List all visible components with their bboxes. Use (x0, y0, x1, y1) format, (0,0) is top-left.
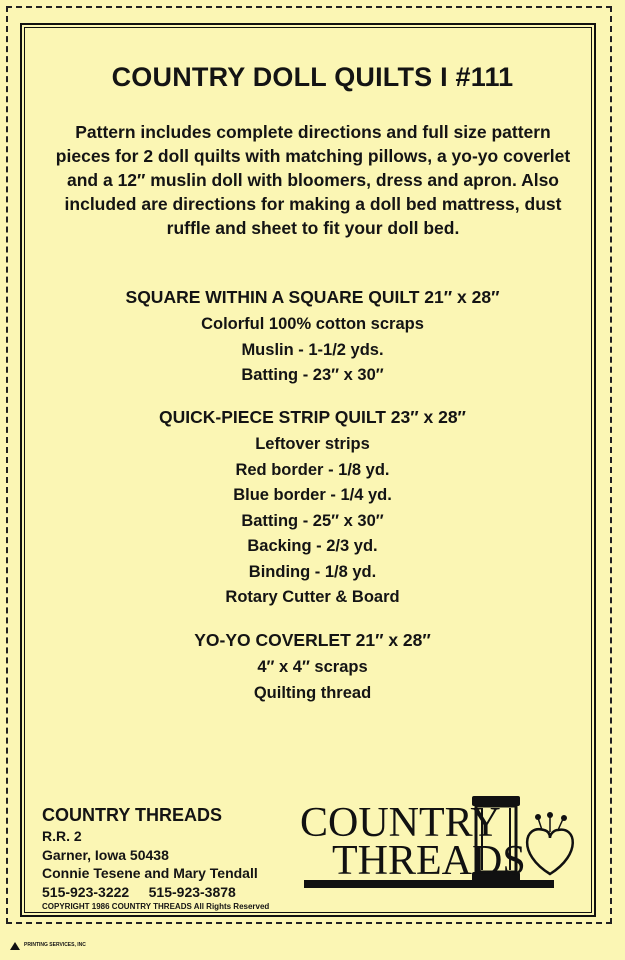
company-name: COUNTRY THREADS (42, 805, 223, 825)
supply-item: Quilting thread (253, 683, 372, 702)
page-title: COUNTRY DOLL QUILTS I #111 (111, 62, 514, 92)
supply-item: Colorful 100% cotton scraps (201, 315, 424, 333)
logo-text-line-2: THREADS (332, 838, 526, 884)
copyright-notice: COPYRIGHT 1986 COUNTRY THREADS All Rights Reserved (42, 902, 270, 911)
section-heading: SQUARE WITHIN A SQUARE QUILT 21″ x 28″ (125, 287, 500, 307)
pattern-description: Pattern includes complete directions and full size pattern pieces for 2 doll quilts with matching pillows, a yo-yo coverlet and a 12″ muslin doll with bloomers, dress and apron. Also included are directions for making a doll bed mattress, dust ruffle and sheet to fit your doll bed. (55, 122, 571, 238)
company-people: Connie Tesene and Mary Tendall (42, 865, 258, 881)
section-strip-quilt (0, 404, 625, 611)
supply-item: Backing - 2/3 yd. (247, 537, 378, 555)
supply-item: Batting - 23″ x 30″ (241, 366, 384, 384)
supply-item: 4″ x 4″ scraps (257, 658, 368, 676)
supply-item: Blue border - 1/4 yd. (233, 486, 392, 504)
supply-item: Red border - 1/8 yd. (235, 460, 390, 479)
section-heading: QUICK-PIECE STRIP QUILT 23″ x 28″ (159, 407, 466, 427)
supply-item: Rotary Cutter & Board (225, 588, 400, 606)
country-threads-logo (292, 786, 582, 900)
printer-name: PRINTING SERVICES, INC (24, 942, 86, 948)
supply-item: Leftover strips (255, 435, 370, 453)
section-square-quilt (0, 284, 625, 389)
supply-item: Muslin - 1-1/2 yds. (241, 340, 384, 359)
address-line-1: R.R. 2 (42, 828, 82, 844)
supply-item: Binding - 1/8 yd. (248, 562, 377, 581)
logo-text-line-1: COUNTRY (300, 800, 501, 846)
company-info (42, 803, 269, 913)
address-line-2: Garner, Iowa 50438 (42, 846, 169, 863)
supply-item: Batting - 25″ x 30″ (241, 511, 384, 530)
section-yoyo-coverlet (0, 627, 625, 706)
section-heading: YO-YO COVERLET 21″ x 28″ (194, 630, 431, 650)
phone-numbers: 515-923-3222 515-923-3878 (42, 883, 236, 900)
printer-triangle-icon (10, 942, 20, 950)
heart-pincushion-icon (527, 812, 573, 874)
